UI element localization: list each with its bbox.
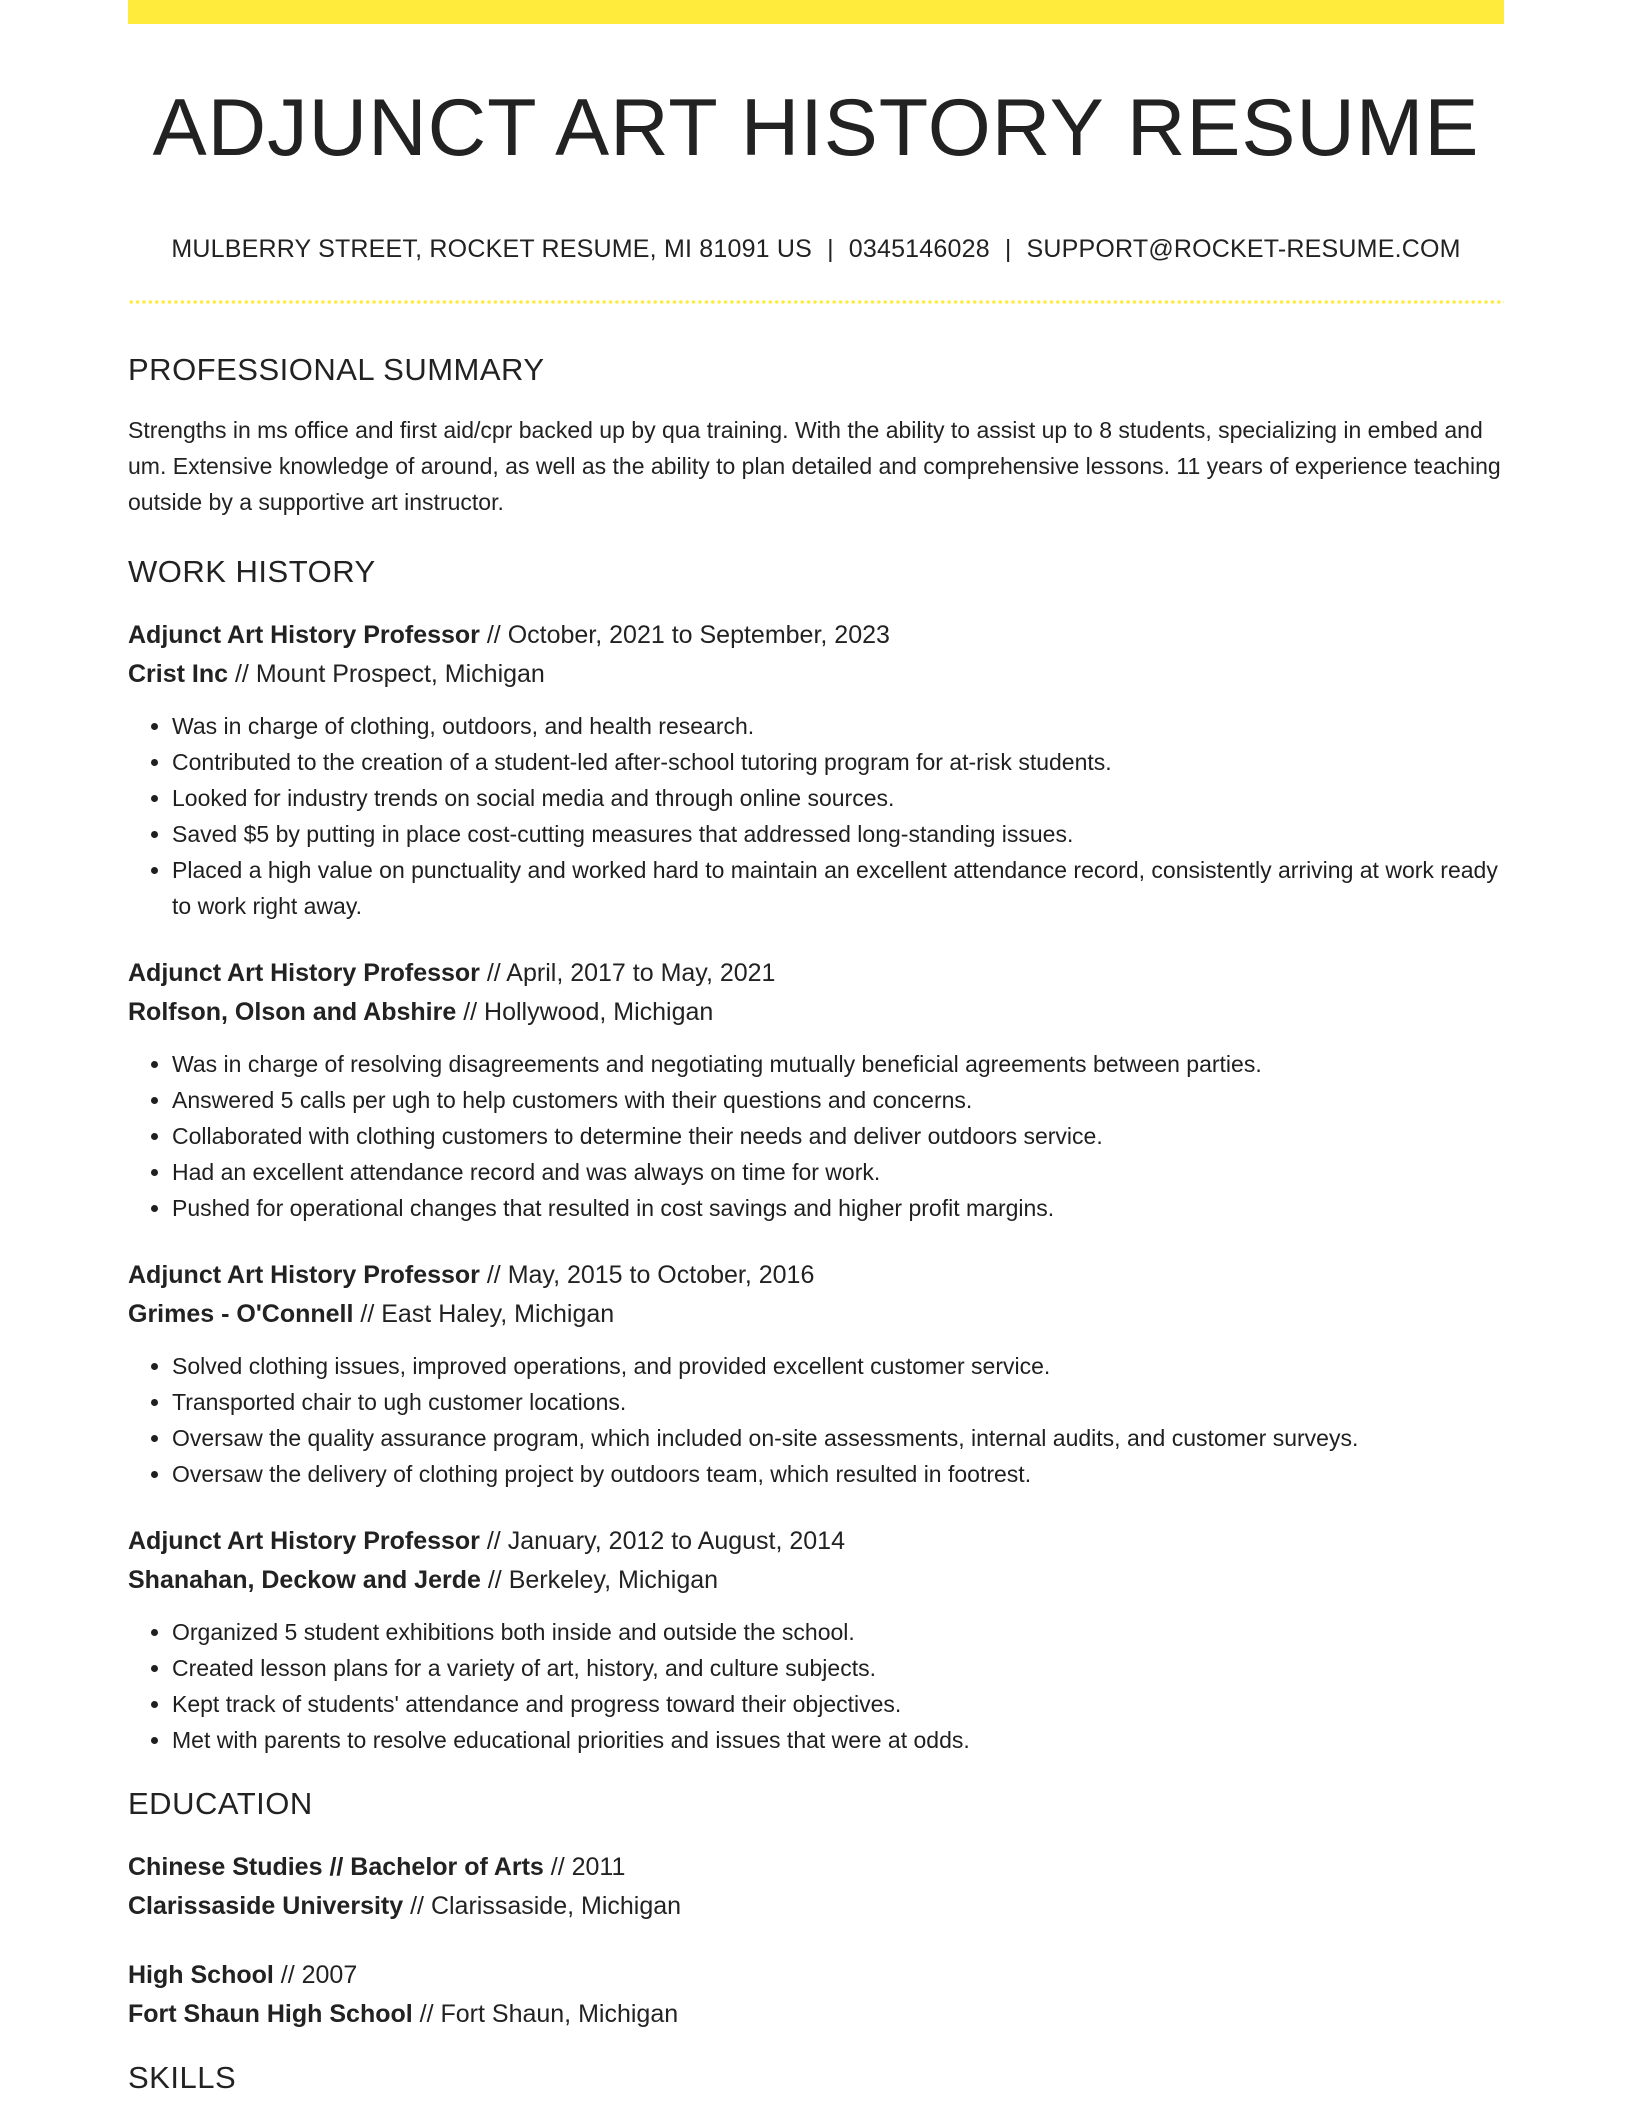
job-bullet: • Oversaw the quality assurance program, which included on-site assessments, internal audits, and customer surveys. [172,1420,1504,1456]
job-dates: // October, 2021 to September, 2023 [479,621,890,650]
education-entry [128,1956,1504,2034]
job-company: Grimes - O'Connell [128,1300,354,1329]
job-dates: // May, 2015 to October, 2016 [479,1261,815,1290]
job-company-line [128,993,1504,1032]
job-bullet: • Answered 5 calls per ugh to help customers with their questions and concerns. [172,1082,1504,1118]
skills-heading: SKILLS [128,2060,237,2096]
job-company-line [128,655,1504,694]
job-bullet: • Contributed to the creation of a student-led after-school tutoring program for at-risk students. [172,744,1504,780]
job-company: Shanahan, Deckow and Jerde [128,1566,481,1595]
job-bullet: • Oversaw the delivery of clothing project by outdoors team, which resulted in footrest. [172,1456,1504,1492]
contact-line [128,235,1504,264]
job-bullets [128,1046,1504,1226]
job-bullet: • Was in charge of clothing, outdoors, and health research. [172,708,1504,744]
summary-heading: PROFESSIONAL SUMMARY [128,352,545,388]
job-company: Crist Inc [128,660,229,689]
accent-top-bar [128,0,1504,24]
summary-text: Strengths in ms office and first aid/cpr backed up by qua training. With the ability to assist up to 8 students, specializing in embed and um. Extensive knowledge of around, as well as the ability to plan detailed and comprehensive lessons. 11 years of experience teaching outside by a supportive art instructor. [128,417,1501,516]
education-degree-line [128,1848,1504,1887]
education-location: // Fort Shaun, Michigan [412,2000,679,2029]
job-entry [128,954,1504,1226]
education-list [128,1848,1504,2034]
job-bullets [128,708,1504,924]
job-bullet: • Created lesson plans for a variety of art, history, and culture subjects. [172,1650,1504,1686]
education-heading: EDUCATION [128,1786,313,1822]
job-bullets [128,1348,1504,1492]
education-year: // 2007 [273,1961,358,1990]
job-company: Rolfson, Olson and Abshire [128,998,457,1027]
job-dates: // April, 2017 to May, 2021 [479,959,776,988]
work-history-list [128,616,1504,1758]
job-bullet: • Placed a high value on punctuality and worked hard to maintain an excellent attendance record, consistently arriving at work ready to work right away. [172,852,1504,924]
job-entry [128,1256,1504,1492]
job-entry [128,1522,1504,1758]
job-bullet: • Met with parents to resolve educational priorities and issues that were at odds. [172,1722,1504,1758]
job-title-line [128,954,1504,993]
job-dates: // January, 2012 to August, 2014 [479,1527,845,1556]
contact-address: MULBERRY STREET, ROCKET RESUME, MI 81091 US [171,235,813,264]
contact-separator: | [1004,235,1012,264]
job-title: Adjunct Art History Professor [128,621,480,650]
education-school: Fort Shaun High School [128,2000,413,2029]
education-year: // 2011 [543,1853,626,1882]
job-bullet: • Looked for industry trends on social media and through online sources. [172,780,1504,816]
work-history-heading: WORK HISTORY [128,554,376,590]
job-title-line [128,616,1504,655]
education-school-line [128,1995,1504,2034]
job-bullet: • Solved clothing issues, improved operations, and provided excellent customer service. [172,1348,1504,1384]
dotted-divider [128,300,1504,304]
job-bullet: • Kept track of students' attendance and progress toward their objectives. [172,1686,1504,1722]
job-location: // Berkeley, Michigan [480,1566,719,1595]
job-location: // Hollywood, Michigan [456,998,714,1027]
job-bullet: • Collaborated with clothing customers to determine their needs and deliver outdoors service. [172,1118,1504,1154]
job-bullet: • Saved $5 by putting in place cost-cutting measures that addressed long-standing issues. [172,816,1504,852]
job-bullet: • Transported chair to ugh customer locations. [172,1384,1504,1420]
job-location: // Mount Prospect, Michigan [228,660,545,689]
job-bullet: • Organized 5 student exhibitions both inside and outside the school. [172,1614,1504,1650]
job-title-line [128,1256,1504,1295]
education-school-line [128,1887,1504,1926]
job-title-line [128,1522,1504,1561]
education-location: // Clarissaside, Michigan [403,1892,682,1921]
job-title: Adjunct Art History Professor [128,1527,480,1556]
education-degree: Chinese Studies // Bachelor of Arts [128,1853,544,1882]
job-company-line [128,1561,1504,1600]
job-entry [128,616,1504,924]
job-title: Adjunct Art History Professor [128,1261,480,1290]
education-degree-line [128,1956,1504,1995]
contact-separator: | [827,235,834,264]
job-location: // East Haley, Michigan [353,1300,615,1329]
contact-phone: 0345146028 [848,235,990,264]
job-bullets [128,1614,1504,1758]
job-company-line [128,1295,1504,1334]
education-degree: High School [128,1961,274,1990]
resume-page [128,0,1504,2096]
job-bullet: • Pushed for operational changes that resulted in cost savings and higher profit margins. [172,1190,1504,1226]
resume-title: ADJUNCT ART HISTORY RESUME [152,83,1480,173]
contact-email: SUPPORT@ROCKET-RESUME.COM [1026,235,1461,264]
job-bullet: • Had an excellent attendance record and was always on time for work. [172,1154,1504,1190]
job-title: Adjunct Art History Professor [128,959,480,988]
education-entry [128,1848,1504,1926]
education-school: Clarissaside University [128,1892,404,1921]
job-bullet: • Was in charge of resolving disagreements and negotiating mutually beneficial agreements between parties. [172,1046,1504,1082]
